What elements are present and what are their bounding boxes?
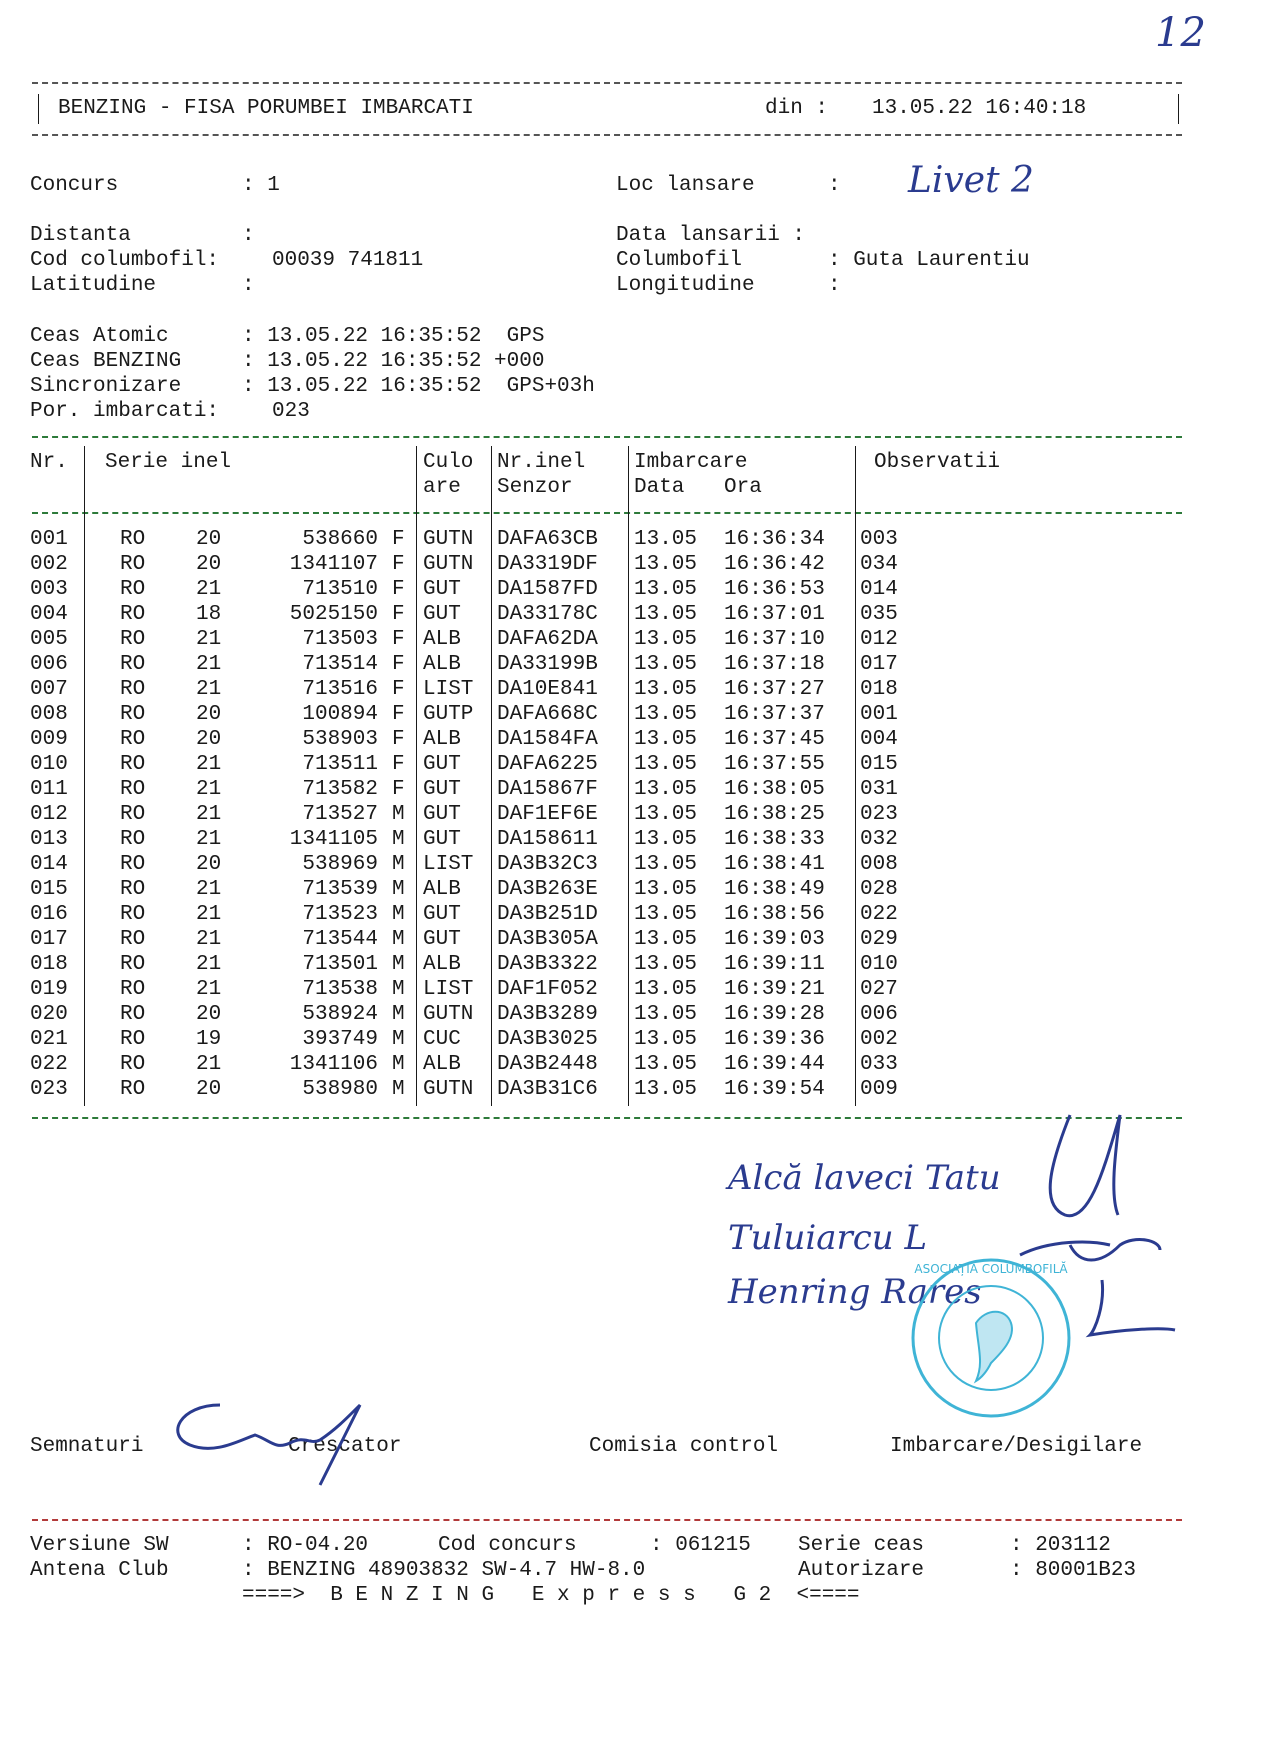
longitudine-label: Longitudine: [616, 274, 755, 297]
header-din-label: din :: [765, 97, 829, 120]
cod-concurs-label: Cod concurs: [438, 1534, 577, 1557]
col-header-nrinel: Nr.inel: [497, 451, 586, 474]
col-separator: [84, 446, 85, 1106]
breeder-signature: [160, 1395, 390, 1495]
comisia-control-label: Comisia control: [589, 1435, 779, 1458]
autorizare-label: Autorizare: [798, 1559, 925, 1582]
distanta-label: Distanta: [30, 224, 131, 247]
semnaturi-label: Semnaturi: [30, 1435, 144, 1458]
versiune-sw-value: : RO-04.20: [242, 1534, 369, 1557]
antena-club-value: : BENZING 48903832 SW-4.7 HW-8.0: [242, 1559, 646, 1582]
col-header-nr: Nr.: [30, 451, 68, 474]
table-top-border: [32, 436, 1182, 438]
col-separator: [628, 446, 629, 1106]
col-separator: [491, 446, 492, 1106]
columbofil-label: Columbofil: [616, 249, 743, 272]
benzing-banner: ====> B E N Z I N G E x p r e s s G 2 <====: [242, 1584, 860, 1607]
ceas-benzing-value: : 13.05.22 16:35:52 +000: [242, 350, 545, 373]
autorizare-value: : 80001B23: [1010, 1559, 1137, 1582]
stamp-text: ASOCIAȚIA COLUMBOFILĂ: [914, 1262, 1068, 1276]
header-bottom-border: [32, 134, 1182, 136]
footer-top-border: [32, 1519, 1182, 1521]
concurs-label: Concurs: [30, 174, 119, 197]
serie-ceas-value: : 203112: [1010, 1534, 1111, 1557]
col-header-ora: Ora: [724, 476, 762, 499]
col-header-serie: Serie inel: [105, 451, 232, 474]
association-stamp: [906, 1253, 1076, 1423]
col-separator: [855, 446, 856, 1106]
header-left-border: [38, 94, 39, 124]
col-header-are: are: [423, 476, 461, 499]
col-header-imbarcare: Imbarcare: [634, 451, 748, 474]
cod-columbofil-value: 00039 741811: [272, 249, 424, 272]
handwritten-name-2: Tuluiarcu L: [728, 1218, 928, 1258]
cod-concurs-value: : 061215: [650, 1534, 751, 1557]
handwritten-name-1: Alcă laveci Tatu: [728, 1158, 1001, 1198]
sincronizare-label: Sincronizare: [30, 375, 182, 398]
imbarcare-desigilare-label: Imbarcare/Desigilare: [890, 1435, 1143, 1458]
ceas-atomic-value: : 13.05.22 16:35:52 GPS: [242, 325, 545, 348]
page-number: 12: [1155, 10, 1206, 56]
ceas-benzing-label: Ceas BENZING: [30, 350, 182, 373]
table-header-border: [32, 512, 1182, 514]
loc-lansare-label: Loc lansare: [616, 174, 755, 197]
latitudine-value: :: [242, 274, 255, 297]
ceas-atomic-label: Ceas Atomic: [30, 325, 169, 348]
loc-lansare-value: Livet 2: [908, 160, 1034, 201]
col-header-culo: Culo: [423, 451, 474, 474]
serie-ceas-label: Serie ceas: [798, 1534, 925, 1557]
handwritten-name-3: Henring Rares: [728, 1272, 982, 1312]
sincronizare-value: : 13.05.22 16:35:52 GPS+03h: [242, 375, 595, 398]
distanta-value: :: [242, 224, 255, 247]
cod-columbofil-label: Cod columbofil:: [30, 249, 220, 272]
latitudine-label: Latitudine: [30, 274, 157, 297]
longitudine-value: :: [828, 274, 841, 297]
por-imbarcati-value: 023: [272, 400, 310, 423]
header-top-border: [32, 82, 1182, 84]
col-header-observatii: Observatii: [874, 451, 1001, 474]
header-datetime: 13.05.22 16:40:18: [872, 97, 1087, 120]
crescator-label: Crescator: [288, 1435, 402, 1458]
col-header-data: Data: [634, 476, 685, 499]
antena-club-label: Antena Club: [30, 1559, 169, 1582]
versiune-sw-label: Versiune SW: [30, 1534, 169, 1557]
col-header-senzor: Senzor: [497, 476, 573, 499]
header-title: BENZING - FISA PORUMBEI IMBARCATI: [58, 97, 474, 120]
concurs-value: : 1: [242, 174, 280, 197]
col-separator: [416, 446, 417, 1106]
loc-lansare-colon: :: [828, 174, 841, 197]
header-right-border: [1178, 94, 1179, 124]
por-imbarcati-label: Por. imbarcati:: [30, 400, 220, 423]
data-lansarii-label: Data lansarii :: [616, 224, 806, 247]
columbofil-value: : Guta Laurentiu: [828, 249, 1030, 272]
